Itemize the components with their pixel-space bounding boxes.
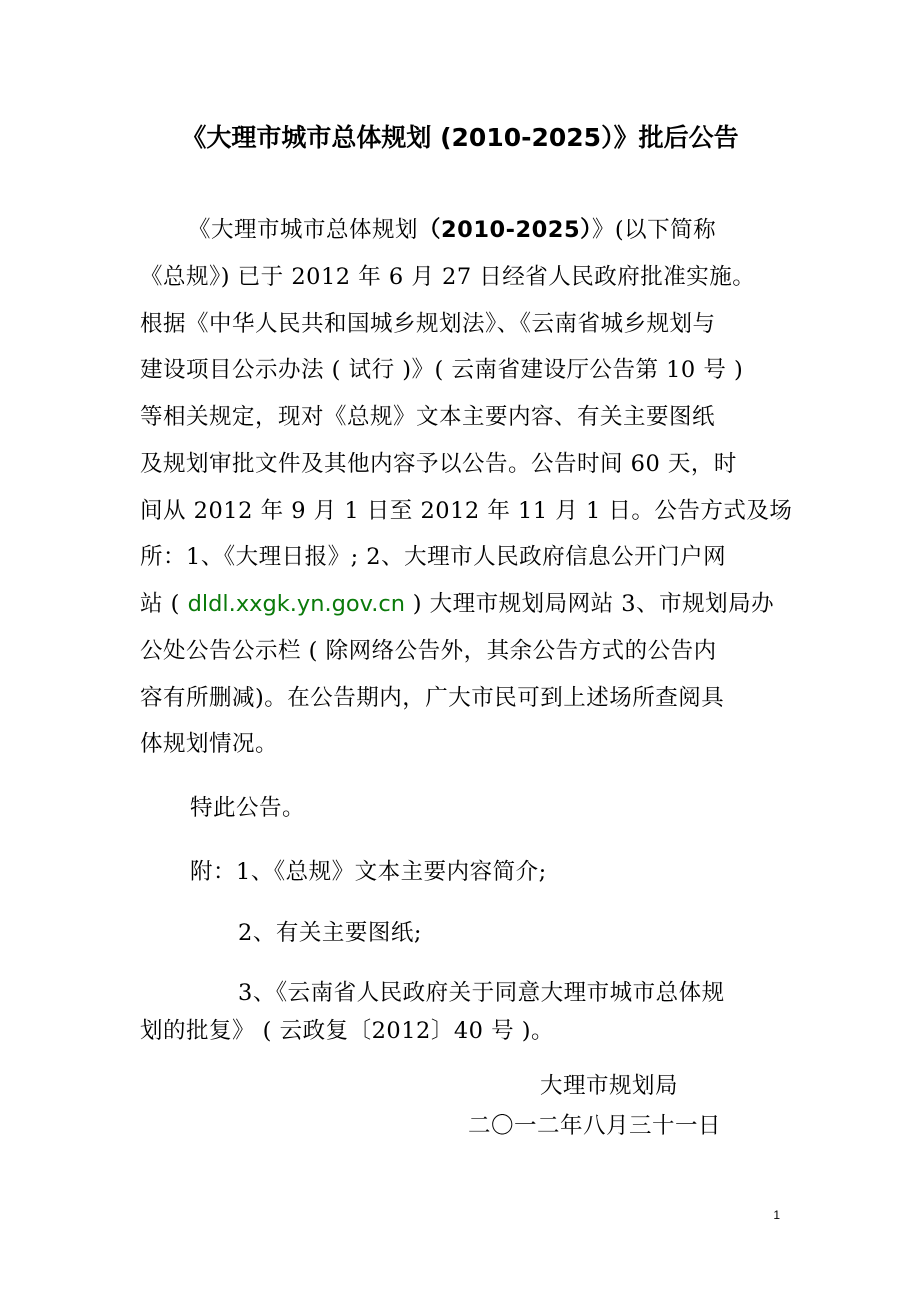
website-link[interactable]: dldl.xxgk.yn.gov.cn: [187, 591, 406, 617]
body-text-segment: 》(以下简称: [591, 217, 717, 243]
signature-date: 二〇一二年八月三十一日: [468, 1113, 722, 1139]
body-text-segment: 所：1、《大理日报》; 2、大理市人民政府信息公开门户网: [140, 544, 727, 570]
signature-organization: 大理市规划局: [540, 1073, 679, 1099]
body-text-segment: 及规划审批文件及其他内容予以公告。公告时间 60 天，时: [140, 451, 737, 477]
body-line: [140, 496, 792, 526]
closing-text: 特此公告。: [190, 795, 306, 821]
body-line: [140, 683, 724, 713]
body-text-segment: 公处公告公示栏 ( 除网络公告外，其余公告方式的公告内: [140, 638, 717, 664]
attachment-item-2: 2、有关主要图纸;: [238, 920, 422, 946]
body-text-segment: 《大理市城市总体规划: [188, 217, 419, 243]
body-line: [140, 589, 774, 619]
body-text-segment: 《总规》) 已于 2012 年 6 月 27 日经省人民政府批准实施。: [140, 264, 756, 290]
body-text-segment: 建设项目公示办法 ( 试行 )》( 云南省建设厅公告第 10 号 ): [140, 357, 744, 383]
body-text-segment: ) 大理市规划局网站 3、市规划局办: [405, 591, 775, 617]
body-line: [140, 449, 737, 479]
attachment-item-3-continued: 划的批复》 ( 云政复〔2012〕40 号 )。: [140, 1018, 555, 1044]
body-text-segment: 根据《中华人民共和国城乡规划法》、《云南省城乡规划与: [140, 311, 716, 337]
document-title: 《大理市城市总体规划 (2010-2025）》批后公告: [181, 123, 739, 152]
body-line: [140, 355, 743, 385]
page-number: 1: [773, 1208, 780, 1222]
attachment-item-1: 附：1、《总规》文本主要内容简介;: [190, 859, 547, 885]
body-line: [140, 402, 715, 432]
body-text-segment: （2010-2025）: [418, 217, 592, 243]
body-line: [140, 729, 278, 759]
body-text-segment: 间从 2012 年 9 月 1 日至 2012 年 11 月 1 日。公告方式及场: [140, 498, 793, 524]
body-line: [140, 309, 716, 339]
body-text-segment: 站 (: [140, 591, 188, 617]
body-text-segment: 体规划情况。: [140, 731, 279, 757]
body-line: [140, 262, 755, 292]
body-line: [188, 215, 716, 245]
body-text-segment: 等相关规定，现对《总规》文本主要内容、有关主要图纸: [140, 404, 716, 430]
body-text-segment: 容有所删减)。在公告期内，广大市民可到上述场所查阅具: [140, 685, 725, 711]
attachment-item-3: 3、《云南省人民政府关于同意大理市城市总体规: [238, 980, 725, 1006]
body-line: [140, 636, 717, 666]
body-line: [140, 542, 726, 572]
